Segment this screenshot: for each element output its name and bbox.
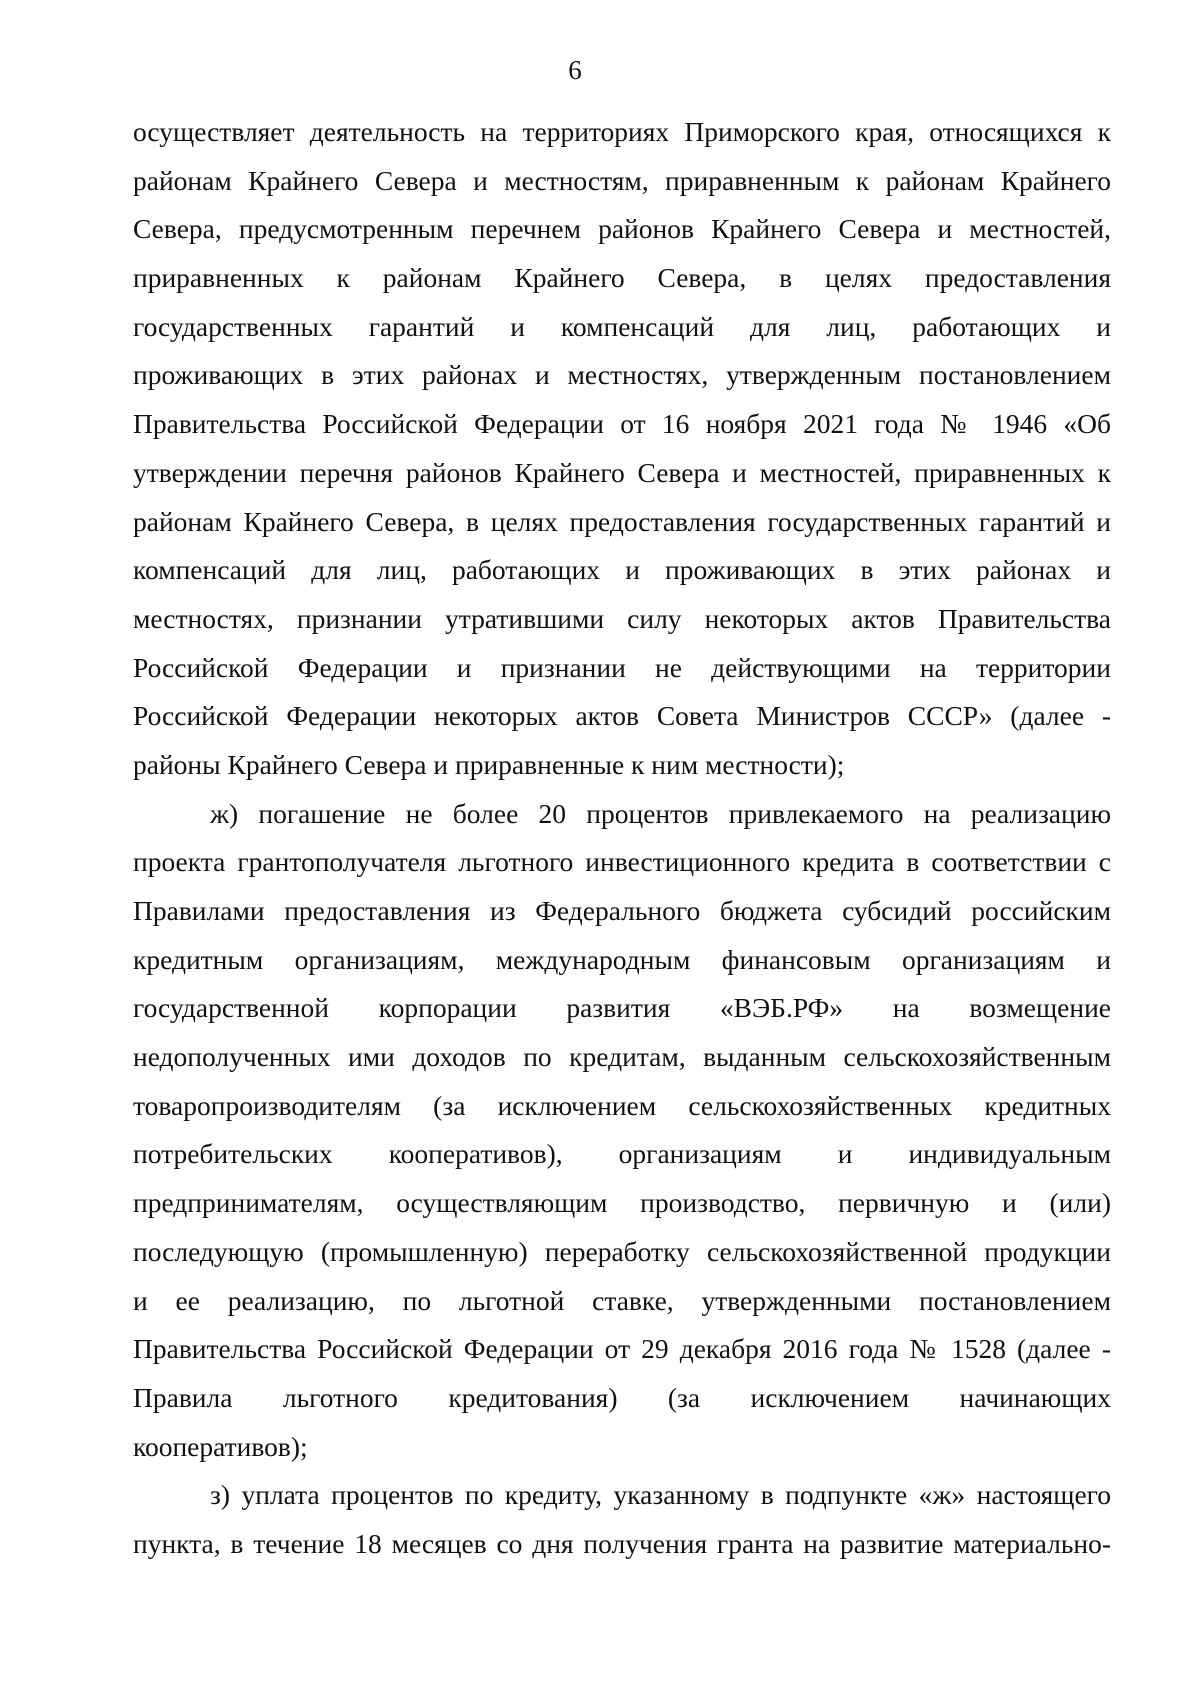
text-line: пункта, в течение 18 месяцев со дня получения гранта на развитие материально-	[133, 1527, 1111, 1559]
paragraph-continued	[133, 108, 1111, 790]
text-line: проекта грантополучателя льготного инвестиционного кредита в соответствии с	[133, 846, 1111, 878]
text-line: последующую (промышленную) переработку сельскохозяйственной продукции	[133, 1235, 1111, 1267]
text-line: районы Крайнего Севера и приравненные к ним местности);	[133, 748, 845, 780]
text-line: приравненных к районам Крайнего Севера, в целях предоставления	[133, 262, 1111, 294]
text-line: Правила льготного кредитования) (за исключением начинающих	[133, 1381, 1111, 1413]
text-line: компенсаций для лиц, работающих и проживающих в этих районах и	[133, 554, 1111, 586]
text-line: утверждении перечня районов Крайнего Севера и местностей, приравненных к	[133, 456, 1111, 488]
text-line: з) уплата процентов по кредиту, указанному в подпункте «ж» настоящего	[210, 1479, 1111, 1511]
text-line: Правительства Российской Федерации от 29 декабря 2016 года № 1528 (далее -	[133, 1333, 1111, 1365]
text-line: Российской Федерации некоторых актов Совета Министров СССР» (далее -	[133, 700, 1111, 732]
page-number: 6	[568, 55, 582, 85]
text-line: кооперативов);	[133, 1430, 308, 1462]
text-line: недополученных ими доходов по кредитам, выданным сельскохозяйственным	[133, 1041, 1111, 1073]
text-line: Севера, предусмотренным перечнем районов Крайнего Севера и местностей,	[133, 213, 1111, 245]
text-line: местностях, признании утратившими силу некоторых актов Правительства	[133, 602, 1111, 634]
text-line: государственной корпорации развития «ВЭБ.РФ» на возмещение	[133, 992, 1111, 1024]
document-body	[133, 108, 1111, 1569]
text-line: потребительских кооперативов), организациям и индивидуальным	[133, 1138, 1111, 1170]
text-line: кредитным организациям, международным финансовым организациям и	[133, 943, 1111, 975]
text-line: проживающих в этих районах и местностях, утвержденным постановлением	[133, 359, 1111, 391]
text-line: и ее реализацию, по льготной ставке, утвержденными постановлением	[133, 1284, 1111, 1316]
text-line: Российской Федерации и признании не действующими на территории	[133, 651, 1111, 683]
text-line: Правительства Российской Федерации от 16 ноября 2021 года № 1946 «Об	[133, 408, 1111, 440]
text-line: предпринимателям, осуществляющим производство, первичную и (или)	[133, 1187, 1111, 1219]
text-line: Правилами предоставления из Федерального бюджета субсидий российским	[133, 895, 1111, 926]
text-line: ж) погашение не более 20 процентов привлекаемого на реализацию	[210, 797, 1111, 829]
paragraph-item-zh	[133, 790, 1111, 1472]
text-line: районам Крайнего Севера, в целях предоставления государственных гарантий и	[133, 505, 1111, 537]
text-line: районам Крайнего Севера и местностям, приравненным к районам Крайнего	[133, 164, 1111, 196]
paragraph-item-z	[133, 1471, 1111, 1568]
text-line: государственных гарантий и компенсаций для лиц, работающих и	[133, 310, 1111, 342]
text-line: осуществляет деятельность на территориях Приморского края, относящихся к	[133, 116, 1111, 147]
text-line: товаропроизводителям (за исключением сельскохозяйственных кредитных	[133, 1089, 1111, 1121]
